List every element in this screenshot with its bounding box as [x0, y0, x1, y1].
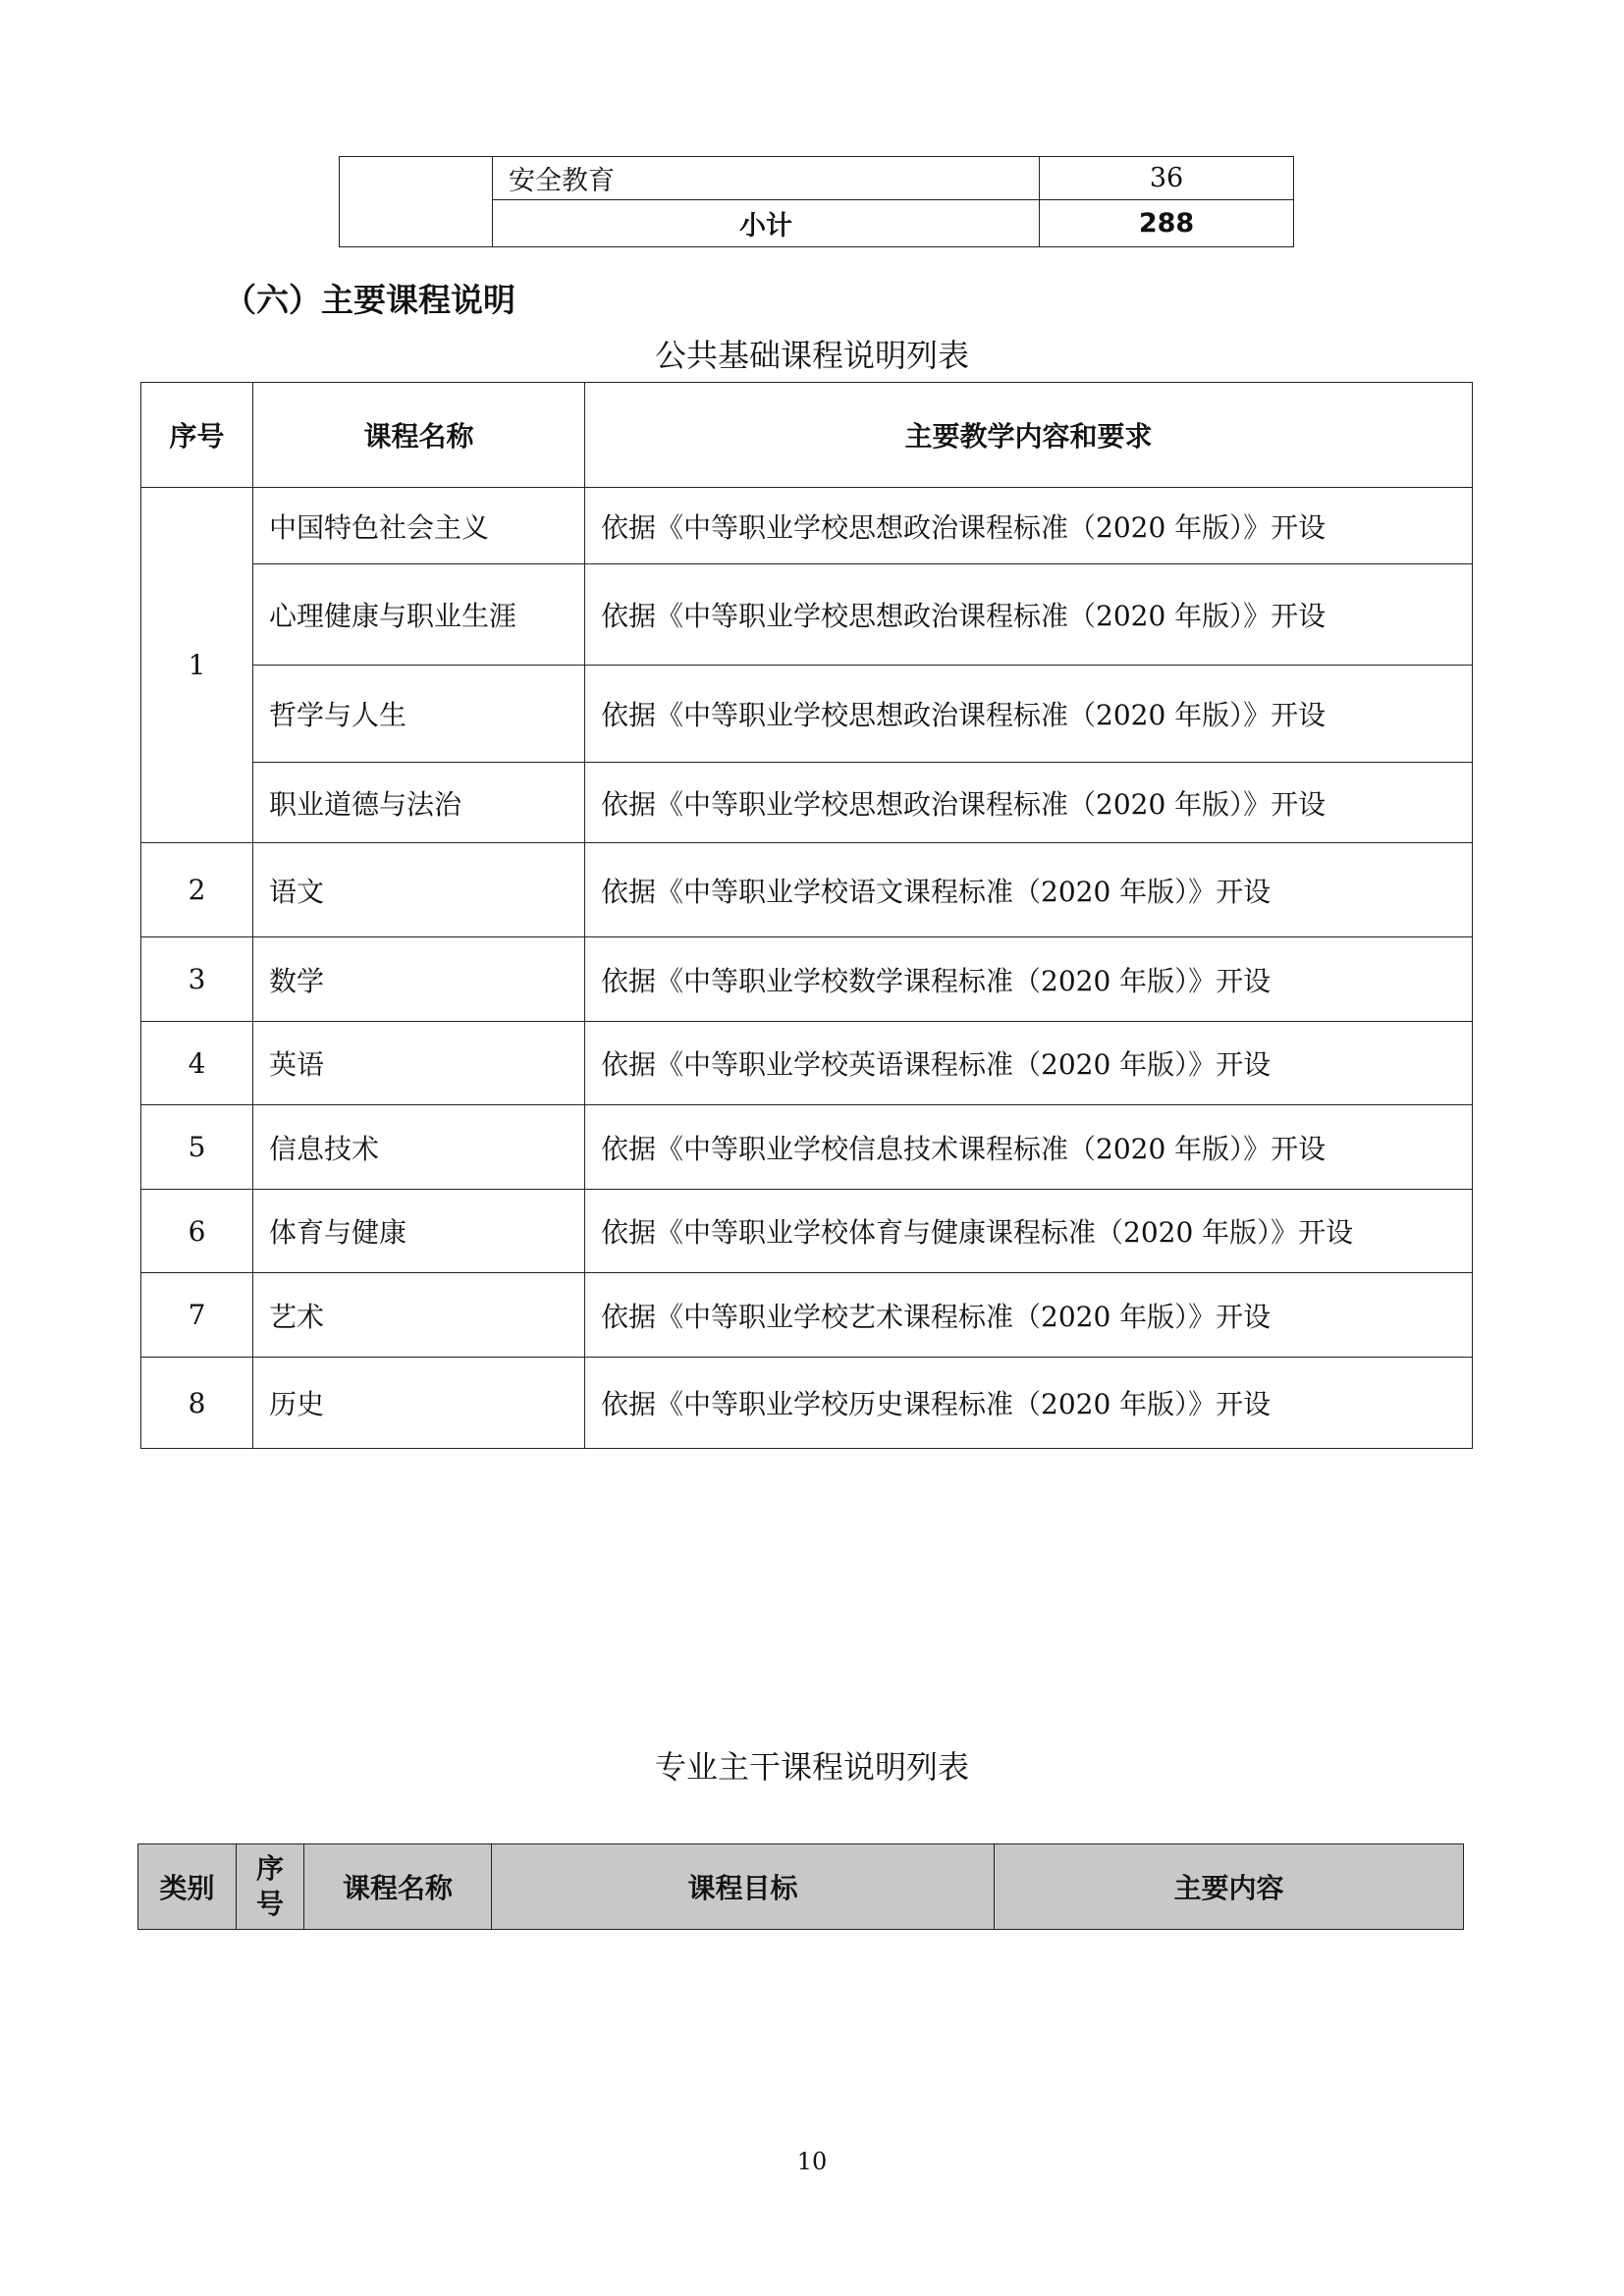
section-heading: （六）主要课程说明 — [224, 281, 515, 319]
row-no: 4 — [141, 1022, 253, 1105]
header-no-text: 序号 — [255, 1852, 284, 1920]
row-name: 艺术 — [253, 1273, 585, 1358]
header-no: 序号 — [141, 383, 253, 488]
table-row — [141, 488, 1473, 564]
row-content: 依据《中等职业学校体育与健康课程标准（2020 年版）》开设 — [585, 1190, 1473, 1273]
table-row — [141, 564, 1473, 666]
row-name: 信息技术 — [253, 1105, 585, 1190]
table-row — [141, 666, 1473, 763]
row-no: 1 — [141, 488, 253, 843]
header-no — [237, 1844, 304, 1930]
table-row — [141, 763, 1473, 843]
public-course-table — [140, 382, 1473, 1449]
row-no: 7 — [141, 1273, 253, 1358]
row-name: 心理健康与职业生涯 — [253, 564, 585, 666]
row-name: 职业道德与法治 — [253, 763, 585, 843]
blank-category-cell — [340, 157, 493, 247]
row-no: 3 — [141, 937, 253, 1022]
row-no: 5 — [141, 1105, 253, 1190]
header-content: 主要内容 — [995, 1844, 1464, 1930]
hours-cell: 36 — [1040, 157, 1294, 200]
row-content: 依据《中等职业学校艺术课程标准（2020 年版）》开设 — [585, 1273, 1473, 1358]
row-content: 依据《中等职业学校数学课程标准（2020 年版）》开设 — [585, 937, 1473, 1022]
hours-table-fragment — [339, 156, 1294, 247]
header-goal: 课程目标 — [492, 1844, 995, 1930]
table-header-row — [141, 383, 1473, 488]
row-name: 历史 — [253, 1358, 585, 1449]
row-name: 数学 — [253, 937, 585, 1022]
table-row — [141, 1358, 1473, 1449]
row-no: 6 — [141, 1190, 253, 1273]
header-content: 主要教学内容和要求 — [585, 383, 1473, 488]
row-name: 体育与健康 — [253, 1190, 585, 1273]
table-row — [141, 843, 1473, 937]
row-content: 依据《中等职业学校信息技术课程标准（2020 年版）》开设 — [585, 1105, 1473, 1190]
row-content: 依据《中等职业学校思想政治课程标准（2020 年版）》开设 — [585, 763, 1473, 843]
table-row — [141, 1273, 1473, 1358]
header-name: 课程名称 — [253, 383, 585, 488]
row-name: 哲学与人生 — [253, 666, 585, 763]
table-header-row — [138, 1844, 1464, 1930]
row-content: 依据《中等职业学校英语课程标准（2020 年版）》开设 — [585, 1022, 1473, 1105]
table-row — [141, 1105, 1473, 1190]
row-content: 依据《中等职业学校历史课程标准（2020 年版）》开设 — [585, 1358, 1473, 1449]
subtotal-value: 288 — [1040, 200, 1294, 247]
row-name: 语文 — [253, 843, 585, 937]
table-row — [141, 937, 1473, 1022]
row-content: 依据《中等职业学校思想政治课程标准（2020 年版）》开设 — [585, 564, 1473, 666]
row-content: 依据《中等职业学校思想政治课程标准（2020 年版）》开设 — [585, 488, 1473, 564]
header-name: 课程名称 — [304, 1844, 492, 1930]
major-table-caption: 专业主干课程说明列表 — [654, 1748, 969, 1786]
subtotal-label: 小计 — [493, 200, 1040, 247]
page-number: 10 — [796, 2148, 828, 2175]
row-no: 8 — [141, 1358, 253, 1449]
row-content: 依据《中等职业学校语文课程标准（2020 年版）》开设 — [585, 843, 1473, 937]
row-name: 英语 — [253, 1022, 585, 1105]
public-table-caption: 公共基础课程说明列表 — [654, 337, 969, 374]
table-row — [141, 1190, 1473, 1273]
table-row — [141, 1022, 1473, 1105]
course-name-cell: 安全教育 — [493, 157, 1040, 200]
row-name: 中国特色社会主义 — [253, 488, 585, 564]
row-no: 2 — [141, 843, 253, 937]
major-course-table — [137, 1843, 1464, 1930]
row-content: 依据《中等职业学校思想政治课程标准（2020 年版）》开设 — [585, 666, 1473, 763]
header-category: 类别 — [138, 1844, 237, 1930]
